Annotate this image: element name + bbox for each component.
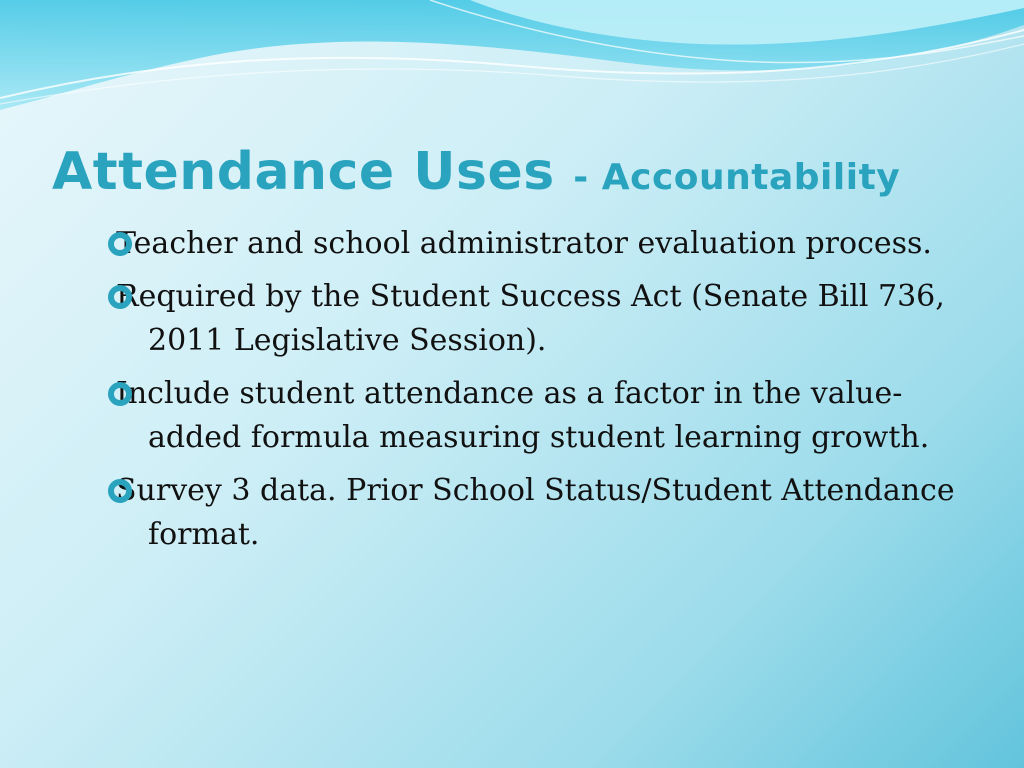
ring-bullet-icon (108, 382, 132, 406)
bullet-text: Teacher and school administrator evaluation process. (116, 226, 932, 261)
bullet-text: Required by the Student Success Act (Senate Bill 736, 2011 Legislative Session). (116, 279, 945, 358)
bullet-item (108, 372, 988, 460)
bullet-item (108, 275, 988, 363)
slide-title-main: Attendance Uses (52, 142, 555, 202)
bullet-list (108, 222, 988, 566)
ring-bullet-icon (108, 232, 132, 256)
ring-bullet-icon (108, 285, 132, 309)
bullet-item (108, 222, 988, 266)
ring-bullet-icon (108, 479, 132, 503)
bullet-text: Survey 3 data. Prior School Status/Student Attendance format. (116, 473, 955, 552)
decorative-wave-header (0, 0, 1024, 140)
slide-subtitle: - Accountability (573, 157, 901, 198)
bullet-text: Include student attendance as a factor in the value-added formula measuring student learning growth. (116, 376, 930, 455)
bullet-item (108, 469, 988, 557)
slide-title (52, 138, 1012, 212)
